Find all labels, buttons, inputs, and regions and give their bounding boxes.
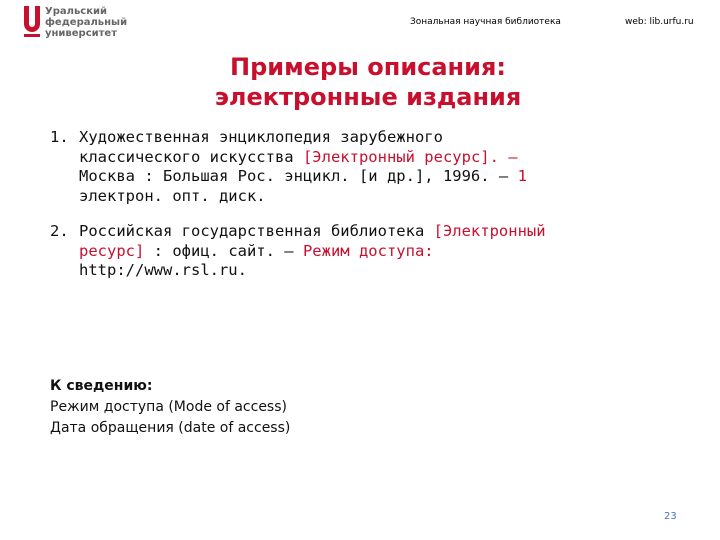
item-number: 1.: [50, 128, 69, 146]
list-item: [50, 222, 710, 281]
note-heading: К сведению:: [50, 378, 153, 394]
list-item: [50, 128, 710, 206]
entry-line: Художественная энциклопедия зарубежного: [79, 128, 443, 146]
logo-text: [45, 6, 127, 39]
note-line: Дата обращения (date of access): [50, 420, 291, 436]
page-number: 23: [664, 511, 677, 522]
entry-line: [79, 242, 710, 262]
examples-list: [50, 128, 710, 297]
entry-text: : офиц. сайт. –: [144, 241, 303, 260]
slide-header: [0, 0, 720, 50]
entry-line: [79, 167, 710, 187]
entry-text: классического искусства: [79, 147, 303, 166]
entry-line: электрон. опт. диск.: [79, 186, 266, 205]
urfu-logo-icon: [24, 6, 40, 38]
entry-text: Российская государственная библиотека: [79, 222, 434, 240]
entry-line: [79, 148, 710, 168]
entry-highlight: 1: [517, 167, 527, 185]
logo-line-3: университет: [45, 28, 118, 39]
note-block: [50, 376, 290, 439]
logo-line-1: Уральский: [45, 6, 107, 17]
title-line-2: электронные издания: [214, 83, 522, 111]
entry-highlight: ресурс]: [79, 241, 145, 260]
library-name: Зональная научная библиотека: [410, 17, 561, 27]
slide-title: [0, 52, 720, 112]
entry-highlight: Режим доступа:: [302, 241, 434, 260]
entry-highlight: [Электронный: [433, 222, 546, 240]
logo-line-2: федеральный: [45, 17, 128, 28]
item-number: 2.: [50, 222, 69, 240]
note-line: Режим доступа (Mode of access): [50, 399, 287, 415]
entry-text: Москва : Большая Рос. энцикл. [и др.], 1996. –: [79, 167, 518, 185]
entry-line: [79, 222, 710, 242]
entry-highlight: [Электронный ресурс]. –: [302, 147, 518, 166]
university-logo: [24, 6, 127, 39]
title-line-1: Примеры описания:: [230, 53, 506, 81]
library-web-link[interactable]: web: lib.urfu.ru: [625, 17, 694, 27]
entry-url: http://www.rsl.ru.: [79, 261, 247, 279]
